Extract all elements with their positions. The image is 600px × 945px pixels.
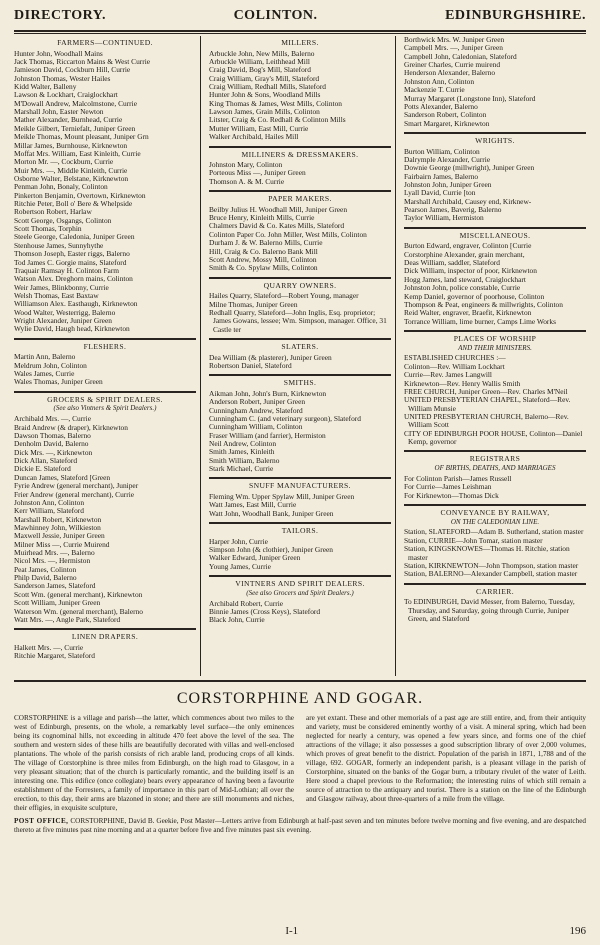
directory-entry: Black John, Currie xyxy=(209,616,265,625)
directory-entry: Deas William, saddler, Slateford xyxy=(404,259,500,268)
directory-entry: Mutter William, East Mill, Currie xyxy=(209,124,309,133)
directory-entry: Fairbairn James, Balerno xyxy=(404,172,479,181)
directory-entry: Downie George (millwright), Juniper Green xyxy=(404,164,535,173)
directory-entry: Station, KINGSKNOWES—Thomas H. Ritchie, station master xyxy=(404,545,570,562)
header-rule-thick xyxy=(14,30,586,32)
directory-entry: Craig David, Bog's Mill, Slateford xyxy=(209,66,311,75)
directory-entry: Wood Walter, Westerrigg, Balerno xyxy=(14,308,116,317)
directory-entry: Simpson John (& clothier), Juniper Green xyxy=(209,546,333,555)
directory-section xyxy=(404,36,586,128)
directory-entry: Milne Thomas, Juniper Green xyxy=(209,300,298,309)
directory-entry: Station, BALERNO—Alexander Campbell, station master xyxy=(404,570,578,579)
directory-entry: Corstorphine Alexander, grain merchant, xyxy=(404,250,525,259)
section-divider xyxy=(14,628,196,630)
directory-entry: Fleming Wm. Upper Spylaw Mill, Juniper Green xyxy=(209,493,355,502)
directory-section xyxy=(404,137,586,223)
directory-entry: Station, SLATEFORD—Adam B. Sutherland, station master xyxy=(404,528,584,537)
section-subheading: OF BIRTHS, DEATHS, AND MARRIAGES xyxy=(434,463,556,472)
directory-entry: Wales James, Currie xyxy=(14,370,75,379)
section-subheading: (See also Grocers and Spirit Dealers.) xyxy=(246,588,354,597)
directory-entry: Beilby Julius H. Woodhall Mill, Juniper Green xyxy=(209,205,348,214)
directory-entry: Lawson & Lockhart, Craiglockhart xyxy=(14,91,118,100)
directory-entry: Craig William, Gray's Mill, Slateford xyxy=(209,74,320,83)
section-divider xyxy=(404,504,586,506)
directory-entry: Maxwell Jessie, Juniper Green xyxy=(14,532,105,541)
directory-entry: Lyall David, Currie [ton xyxy=(404,189,476,198)
section-prose xyxy=(14,714,586,813)
header-left: DIRECTORY. xyxy=(14,8,107,23)
directory-entry: Watt James, East Mill, Currie xyxy=(209,501,297,510)
directory-entry: Potts Alexander, Balerno xyxy=(404,102,478,111)
directory-entry: FREE CHURCH, Juniper Green—Rev. Charles M'Neil xyxy=(404,387,568,396)
right-column xyxy=(404,36,586,676)
header-center: COLINTON. xyxy=(233,8,318,23)
directory-entry: Scott Thomas, Torphin xyxy=(14,225,82,234)
directory-entry: Johnston Ann, Colinton xyxy=(14,498,85,507)
post-office-text: CORSTORPHINE, David B. Geekie, Post Master—Letters arrive from Edinburgh at half-past seven and ten minutes before twelve morning and five evening, and are despatched thereto at five minutes past nine morning and at a quarter before five and five minutes past six evening. xyxy=(14,817,586,834)
directory-entry: Kidd Walter, Balleny xyxy=(14,83,77,92)
directory-entry: Dea William (& plasterer), Juniper Green xyxy=(209,353,332,362)
directory-entry: Walker Archibald, Hailes Mill xyxy=(209,133,299,142)
section-heading: WRIGHTS. xyxy=(475,135,515,145)
section-divider xyxy=(14,338,196,340)
directory-entry: To EDINBURGH, David Messer, from Balerno, Tuesday, Thursday, and Saturday, going through Currie, Juniper Green, and Slateford xyxy=(404,598,575,623)
section-divider xyxy=(209,146,391,148)
directory-entry: Watt John, Woodhall Bank, Juniper Green xyxy=(209,509,334,518)
directory-entry: Hogg James, land steward, Craiglockhart xyxy=(404,275,526,284)
directory-entry: Sanderson Robert, Colinton xyxy=(404,111,487,120)
left-column xyxy=(14,36,201,676)
directory-entry: Marshall Robert, Kirknewton xyxy=(14,515,102,524)
section-subheading: AND THEIR MINISTERS. xyxy=(458,343,532,352)
directory-entry: Smith & Co. Spylaw Mills, Colinton xyxy=(209,264,318,273)
section-heading: TAILORS. xyxy=(281,526,319,536)
section-divider xyxy=(404,450,586,452)
directory-entry: Hill, Craig & Co. Balerno Bank Mill xyxy=(209,247,318,256)
section-divider xyxy=(404,132,586,134)
section-subheading: (See also Vintners & Spirit Dealers.) xyxy=(53,404,157,413)
directory-entry: Hunter John & Sons, Woodland Mills xyxy=(209,91,321,100)
section-divider xyxy=(209,190,391,192)
directory-entry: Fyrie Andrew (general merchant), Juniper xyxy=(14,482,139,491)
directory-section xyxy=(209,580,391,625)
directory-entry: Williamson Alex. Easthaugh, Kirknewton xyxy=(14,300,138,309)
directory-entry: Smith William, Balerno xyxy=(209,456,280,465)
directory-entry: Kemp Daniel, governor of poorhouse, Colinton xyxy=(404,292,545,301)
directory-entry: Johnston John, police constable, Currie xyxy=(404,284,521,293)
corstorphine-section xyxy=(14,680,586,835)
directory-section xyxy=(209,39,391,142)
prose-right: are yet extant. These and other memorials of a past age are still entire, and, from their antiquity and variety, must be considered eminently worthy of a visit. A mineral spring, which had been neglected for nearly a century, was opened a few years since, and forms one of the chief attractions of the village; it also possesses a good subscription library of over 2,000 volumes, which proves of great benefit to the district. Population of the parish in 1871, 1,788 and of the village, 692. GOGAR, formerly an independent parish, is a pleasant village in the parish of Corstorphine, situated on the banks of the Gogar burn, a tributary rivulet of the water of Leith. Here stood a chapel previous to the Reformation; the interesting ruins of which still remain a source of attraction to the antiquary and tourist. There is a station on the line of the Edinburgh and Glasgow railway, about three-quarters of a mile from the village. xyxy=(306,714,586,803)
directory-entry: Jamieson David, Cockburn Hill, Currie xyxy=(14,66,131,75)
directory-entry: Pinkerton Benjamin, Overtown, Kirknewton xyxy=(14,191,146,200)
directory-entry: Steele George, Caledonia, Juniper Green xyxy=(14,233,135,242)
directory-entry: Sanderson James, Slateford xyxy=(14,582,96,591)
directory-entry: For Kirknewton—Thomas Dick xyxy=(404,491,499,500)
directory-entry: Millar James, Burnhouse, Kirknewton xyxy=(14,141,128,150)
directory-entry: Mawhinney John, Wilkieston xyxy=(14,523,101,532)
post-office-notice xyxy=(14,817,586,835)
directory-entry: Campbell Mrs. —, Juniper Green xyxy=(404,44,503,53)
directory-entry: Dawson Thomas, Balerno xyxy=(14,432,91,441)
directory-entry: Muirhead Mrs. —, Balerno xyxy=(14,549,95,558)
directory-entry: Ritchie Margaret, Slateford xyxy=(14,652,95,661)
header-rule-thin xyxy=(14,33,586,34)
section-heading: PLACES OF WORSHIP xyxy=(453,333,537,343)
section-heading: GROCERS & SPIRIT DEALERS. xyxy=(47,394,163,404)
directory-entry: Watt Mrs. —, Angle Park, Slateford xyxy=(14,615,121,624)
section-heading: MILLINERS & DRESSMAKERS. xyxy=(241,149,359,159)
directory-entry: Moffat Mrs. William, East Kinleith, Currie xyxy=(14,149,141,158)
directory-entry: Burton William, Colinton xyxy=(404,147,480,156)
directory-section xyxy=(209,379,391,473)
directory-entry: Cunningham C. (and veterinary surgeon), Slateford xyxy=(209,414,361,423)
section-title: CORSTORPHINE AND GOGAR. xyxy=(176,690,424,707)
directory-entry: Kerr William, Slateford xyxy=(14,507,84,516)
directory-entry: Binnie James (Cross Keys), Slateford xyxy=(209,608,321,616)
directory-entry: Cunningham Andrew, Slateford xyxy=(209,406,303,415)
directory-section xyxy=(209,482,391,518)
directory-entry: Taylor William, Hermiston xyxy=(404,214,484,223)
directory-entry: Penman John, Bonaly, Colinton xyxy=(14,183,108,192)
directory-entry: Meikle Thomas, Mount pleasant, Juniper Grn xyxy=(14,133,149,142)
directory-entry: Borthwick Mrs. W. Juniper Green xyxy=(404,36,505,44)
directory-entry: Hunter John, Woodhall Mains xyxy=(14,49,103,58)
page-number: 196 xyxy=(569,925,586,937)
directory-section xyxy=(404,509,586,579)
directory-entry: Marshall Archibald, Causey end, Kirknew- xyxy=(404,197,532,206)
directory-entry: Craig William, Redhall Mills, Slateford xyxy=(209,83,326,92)
directory-entry: Dick William, inspector of poor, Kirknewton xyxy=(404,267,537,276)
directory-entry: Arbuckle John, New Mills, Balerno xyxy=(209,49,315,58)
directory-entry: Colinton—Rev. William Lockhart xyxy=(404,362,505,371)
directory-entry: Burton Edward, engraver, Colinton [Currie xyxy=(404,242,532,251)
directory-entry: Marshall John, Easter Newton xyxy=(14,108,104,117)
directory-entry: Duncan James, Slateford [Green xyxy=(14,473,111,482)
directory-entry: Johnston Ann, Colinton xyxy=(404,77,475,86)
directory-entry: Meldrum John, Colinton xyxy=(14,361,87,370)
directory-entry: Hailes Quarry, Slateford—Robert Young, manager xyxy=(209,292,359,301)
directory-entry: For Currie—James Leishman xyxy=(404,483,492,492)
directory-entry: Murray Margaret (Longstone Inn), Slateford xyxy=(404,94,536,103)
section-heading: MISCELLANEOUS. xyxy=(459,230,531,240)
directory-entry: Fraser William (and farrier), Hermiston xyxy=(209,431,326,440)
section-divider xyxy=(209,338,391,340)
page-footer xyxy=(14,925,586,937)
directory-entry: Anderson Robert, Juniper Green xyxy=(209,398,306,407)
directory-entry: Mather Alexander, Burnhead, Currie xyxy=(14,116,123,125)
section-divider xyxy=(209,277,391,279)
directory-section xyxy=(14,396,196,624)
directory-entry: CITY OF EDINBURGH POOR HOUSE, Colinton—Daniel Kemp, governor xyxy=(404,429,583,447)
directory-entry: Station, KIRKNEWTON—John Thompson, station master xyxy=(404,561,579,570)
section-rule xyxy=(14,680,586,682)
directory-entry: Cunningham William, Colinton xyxy=(209,423,303,432)
directory-entry: Muir Mrs. —, Middle Kinleith, Currie xyxy=(14,166,128,175)
directory-entry: Johnston John, Juniper Green xyxy=(404,180,492,189)
directory-entry: Torrance William, lime burner, Camps Lime Works xyxy=(404,317,556,326)
directory-entry: Braid Andrew (& draper), Kirknewton xyxy=(14,423,128,432)
directory-entry: Jack Thomas, Riccarton Mains & West Currie xyxy=(14,57,151,66)
directory-entry: Thomson Joseph, Easter riggs, Balerno xyxy=(14,250,130,259)
directory-entry: Pearson James, Baverig, Balerno xyxy=(404,206,502,215)
directory-entry: Robertson Daniel, Slateford xyxy=(209,361,292,370)
directory-entry: Young James, Currie xyxy=(209,562,271,571)
section-heading: MILLERS. xyxy=(281,38,319,47)
directory-entry: Robertson Robert, Harlaw xyxy=(14,208,92,217)
directory-entry: Denholm David, Balerno xyxy=(14,440,89,449)
directory-entry: Meikle Gilbert, Terniefalt, Juniper Green xyxy=(14,124,136,133)
section-divider xyxy=(404,227,586,229)
directory-entry: For Colinton Parish—James Russell xyxy=(404,474,512,483)
directory-section xyxy=(404,335,586,446)
directory-entry: Ritchie Peter, Boll o' Bere & Whelpside xyxy=(14,200,133,209)
directory-entry: Campbell John, Caledonian, Slateford xyxy=(404,52,517,61)
directory-entry: Stark Michael, Currie xyxy=(209,465,274,474)
directory-entry: Wales Thomas, Juniper Green xyxy=(14,378,103,387)
directory-section xyxy=(404,232,586,326)
directory-entry: Traquair Ramsay H. Colinton Farm xyxy=(14,266,120,275)
directory-section xyxy=(209,195,391,272)
directory-entry: Kirknewton—Rev. Henry Wallis Smith xyxy=(404,379,521,388)
directory-entry: Lawson James, Grain Mills, Colinton xyxy=(209,108,320,117)
directory-section xyxy=(209,527,391,571)
section-heading: SMITHS. xyxy=(283,378,317,388)
section-heading: VINTNERS AND SPIRIT DEALERS. xyxy=(235,579,365,589)
directory-entry: Smart Margaret, Kirknewton xyxy=(404,119,490,128)
section-divider xyxy=(209,522,391,524)
directory-entry: Wylie David, Haugh head, Kirknewton xyxy=(14,325,130,334)
directory-entry: Stenhouse James, Sunnyhythe xyxy=(14,241,104,250)
directory-entry: Philp David, Balerno xyxy=(14,574,77,583)
directory-entry: Colinton Paper Co. John Miller, West Mills, Colinton xyxy=(209,230,367,239)
directory-entry: Litster, Craig & Co. Redhall & Colinton Mills xyxy=(209,116,346,125)
directory-entry: Scott Andrew, Mossy Mill, Colinton xyxy=(209,255,317,264)
section-divider xyxy=(209,477,391,479)
directory-columns xyxy=(14,36,586,676)
directory-section xyxy=(404,455,586,500)
directory-section xyxy=(209,282,391,334)
directory-entry: Waterson Wm. (general merchant), Balerno xyxy=(14,607,143,616)
directory-entry: Scott George, Osgangs, Colinton xyxy=(14,216,112,225)
directory-entry: Greiner Charles, Currie muirend xyxy=(404,61,501,70)
directory-entry: Osborne Walter, Belstane, Kirknewton xyxy=(14,174,129,183)
directory-entry: Tod James C. Gorgie mains, Slateford xyxy=(14,258,127,267)
section-heading: LINEN DRAPERS. xyxy=(71,632,139,642)
section-heading: SNUFF MANUFACTURERS. xyxy=(249,481,351,491)
directory-entry: Scott William, Juniper Green xyxy=(14,599,101,608)
directory-entry: Archibald Robert, Currie xyxy=(209,599,284,608)
directory-entry: Redhall Quarry, Slateford—John Inglis, Esq. proprietor; James Gowans, lessee; Wm. Simpson, manager. Office, 31 Castle ter xyxy=(209,308,387,334)
section-divider xyxy=(209,575,391,577)
directory-entry: Chalmers David & Co. Kates Mills, Slateford xyxy=(209,222,345,231)
directory-entry: Welsh Thomas, East Baxtaw xyxy=(14,292,99,300)
directory-entry: Watson Alex. Dreghorn mains, Colinton xyxy=(14,275,133,284)
directory-entry: Frier Andrew (general merchant), Currie xyxy=(14,490,135,499)
directory-entry: M'Dowall Andrew, Malcolmstone, Currie xyxy=(14,99,137,108)
directory-entry: Dick Mrs. —, Kirknewton xyxy=(14,448,93,457)
directory-entry: Halkett Mrs. —, Currie xyxy=(14,643,84,652)
directory-section xyxy=(209,151,391,187)
directory-entry: Henderson Alexander, Balerno xyxy=(404,69,496,78)
directory-entry: Dickie E. Slateford xyxy=(14,465,71,474)
directory-section xyxy=(209,343,391,370)
post-office-label: POST OFFICE, xyxy=(14,817,69,825)
directory-section xyxy=(404,588,586,624)
section-divider xyxy=(14,391,196,393)
section-heading: REGISTRARS xyxy=(469,454,521,464)
section-divider xyxy=(404,583,586,585)
section-divider xyxy=(404,330,586,332)
directory-entry: ESTABLISHED CHURCHES :— xyxy=(404,354,506,363)
prose-left: CORSTORPHINE is a village and parish—the latter, which commences about two miles to the west of Edinburgh, presents, on the whole, a remarkably level surface—the only eminences being its cognominal hills, not exceeding in altitude 470 feet above the level of the sea. The southern and western sides of these hills are beautifully decorated with villas and well-enclosed plantations. The whole of the parish consists of rich arable land, producing crops of all kinds. The village of Corstorphine is three miles from Edinburgh, on the high road to Glasgow, in a very pleasant situation; that of the church is particularly romantic, and the building itself is an interesting one. This edifice (once collegiate) bears every appearance of having been a favourite establishment of the Forresters, a family of importance in this part of Mid-Lothian; all over the erection, to this day, their arms are blazoned in stone; and there are still monuments and niches, their effigies, in exquisite sculpture, xyxy=(14,714,294,812)
page-header xyxy=(14,8,586,28)
directory-entry: Nicol Mrs. —, Hermiston xyxy=(14,557,91,566)
directory-entry: Archibald Mrs. —, Currie xyxy=(14,415,91,424)
directory-entry: Martin Ann, Balerno xyxy=(14,353,76,362)
directory-entry: Dalrymple Alexander, Currie xyxy=(404,155,491,164)
directory-entry: Dick Allan, Slateford xyxy=(14,457,78,466)
directory-entry: Harper John, Currie xyxy=(209,537,268,546)
directory-entry: Thomson A. & M. Currie xyxy=(209,177,285,186)
directory-section xyxy=(14,39,196,334)
directory-entry: Johnston Thomas, Wester Hailes xyxy=(14,74,111,83)
directory-entry: Morton Mr. —, Cockburn, Currie xyxy=(14,158,114,167)
directory-entry: Smith James, Kinleith xyxy=(209,448,275,457)
directory-entry: Porteous Miss —, Juniper Green xyxy=(209,169,306,178)
section-heading: CARRIER. xyxy=(475,586,514,596)
section-heading: CONVEYANCE BY RAILWAY, xyxy=(440,507,550,517)
directory-entry: Arbuckle William, Leithhead Mill xyxy=(209,57,310,66)
section-divider xyxy=(209,374,391,376)
header-right: EDINBURGHSHIRE. xyxy=(445,8,586,23)
directory-entry: Milner Miss —, Currie Muirend xyxy=(14,540,110,549)
directory-section xyxy=(14,633,196,660)
section-heading: QUARRY OWNERS. xyxy=(263,280,337,290)
directory-entry: Aikman John, John's Burn, Kirknewton xyxy=(209,389,327,398)
directory-entry: Durham J. & W. Balerno Mills, Currie xyxy=(209,239,323,248)
section-heading: PAPER MAKERS. xyxy=(268,194,332,204)
directory-entry: Scott Wm. (general merchant), Kirknewton xyxy=(14,590,143,599)
middle-column xyxy=(209,36,396,676)
directory-entry: King Thomas & James, West Mills, Colinton xyxy=(209,99,342,108)
section-heading: FARMERS—CONTINUED. xyxy=(57,38,153,47)
directory-entry: UNITED PRESBYTERIAN CHURCH, Balerno—Rev. William Scott xyxy=(404,412,569,430)
directory-entry: Wright Alexander, Juniper Green xyxy=(14,317,112,326)
directory-entry: Currie—Rev. James Langwill xyxy=(404,371,492,380)
directory-entry: Thompson & Peat, engineers & millwrights, Colinton xyxy=(404,300,563,309)
directory-entry: Bruce Henry, Kinleith Mills, Currie xyxy=(209,214,315,223)
directory-entry: UNITED PRESBYTERIAN CHAPEL, Slateford—Rev. William Munsie xyxy=(404,396,571,413)
section-heading: FLESHERS. xyxy=(83,341,127,351)
directory-entry: Mackenzie T. Currie xyxy=(404,86,465,95)
directory-entry: Johnston Mary, Colinton xyxy=(209,161,283,170)
section-subheading: ON THE CALEDONIAN LINE. xyxy=(450,517,540,526)
footer-signature: I-1 xyxy=(285,925,299,937)
directory-entry: Peat James, Colinton xyxy=(14,565,77,574)
directory-entry: Weir James, Blinkbonny, Currie xyxy=(14,283,109,292)
directory-entry: Reid Walter, engraver, Braefit, Kirknewton xyxy=(404,309,532,318)
directory-entry: Station, CURRIE—John Tomar, station master xyxy=(404,536,543,545)
directory-section xyxy=(14,343,196,387)
section-heading: SLATERS. xyxy=(281,342,319,352)
directory-entry: Neil Andrew, Colinton xyxy=(209,440,277,449)
directory-entry: Walker Edward, Juniper Green xyxy=(209,554,301,563)
